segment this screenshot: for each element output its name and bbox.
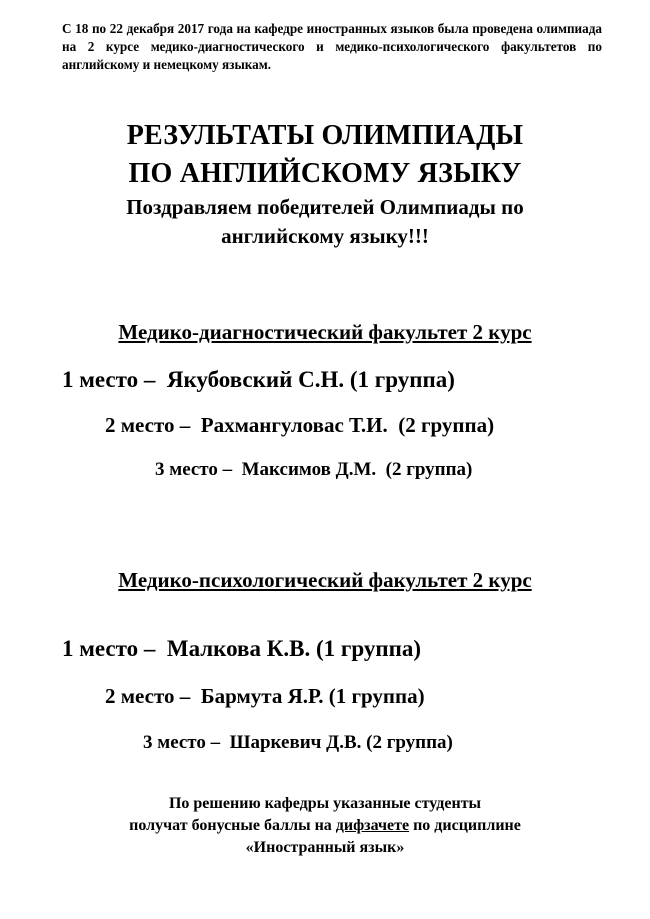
closing-line-2-end: по дисциплине [409,817,521,834]
results-title-line-2: ПО АНГЛИЙСКОМУ ЯЗЫКУ [128,158,522,189]
place-1-diagnostic: 1 место – Якубовский С.Н. (1 группа) [62,367,455,392]
closing-line-1: По решению кафедры указанные студенты [168,795,482,812]
place-2-diagnostic: 2 место – Рахмангуловас Т.И. (2 группа) [105,413,495,437]
congrats-line-2: английскому языку!!! [221,224,429,248]
results-title-line-1: РЕЗУЛЬТАТЫ ОЛИМПИАДЫ [126,120,524,151]
closing-note [0,793,650,859]
dif-credit-term: дифзачете [335,817,410,834]
intro-paragraph: С 18 по 22 декабря 2017 года на кафедре иностранных языков была проведена олимпиада на 2 курсе медико-диагностического и медико-психологического факультетов по английскому и немецкому языкам. [62,21,602,72]
place-3-diagnostic: 3 место – Максимов Д.М. (2 группа) [155,459,473,480]
closing-line-2-start: получат бонусные баллы на [129,817,336,834]
closing-line-2 [0,815,650,837]
faculty-heading-psychological: Медико-психологический факультет 2 курс [118,568,532,592]
faculty-heading-diagnostic: Медико-диагностический факультет 2 курс [118,320,532,344]
place-1-psychological: 1 место – Малкова К.В. (1 группа) [62,636,421,661]
congrats-line-1: Поздравляем победителей Олимпиады по [126,195,524,219]
place-3-psychological: 3 место – Шаркевич Д.В. (2 группа) [143,732,453,753]
discipline-name: «Иностранный язык» [245,839,405,856]
place-2-psychological: 2 место – Бармута Я.Р. (1 группа) [105,684,425,708]
